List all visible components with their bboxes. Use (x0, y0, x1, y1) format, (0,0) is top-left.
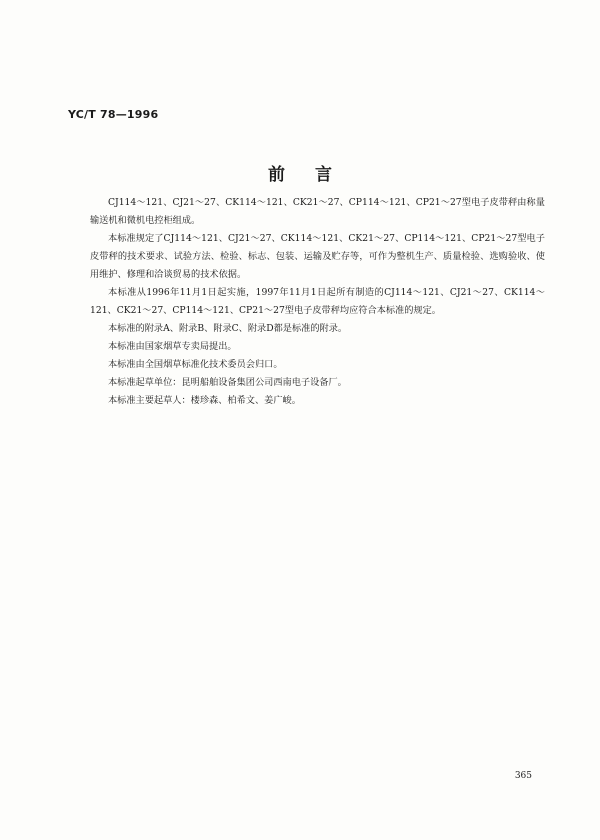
paragraph-drafting-unit: 本标准起草单位：昆明船舶设备集团公司西南电子设备厂。 (108, 377, 347, 388)
paragraph-appendices: 本标准的附录A、附录B、附录C、附录D都是标准的附录。 (108, 323, 348, 334)
paragraph-composition: CJ114～121、CJ21～27、CK114～121、CK21～27、CP114～121、CP21～27型电子皮带秤由称量输送机和微机电控柜组成。 (90, 197, 545, 226)
paragraph-scope: 本标准规定了CJ114～121、CJ21～27、CK114～121、CK21～27、CP114～121、CP21～27型电子皮带秤的技术要求、试验方法、检验、标志、包装、运输及贮存等，可作为整机生产、质量检验、选购验收、使用维护、修理和洽谈贸易的技术依据。 (90, 233, 545, 280)
paragraph-effective-date: 本标准从1996年11月1日起实施，1997年11月1日起所有制造的CJ114～121、CJ21～27、CK114～121、CK21～27、CP114～121、CP21～27型电子皮带秤均应符合本标准的规定。 (90, 287, 545, 316)
page-number: 365 (514, 771, 532, 781)
standard-code: YC/T 78—1996 (68, 108, 159, 121)
paragraph-drafters: 本标准主要起草人：楼珍森、柏希文、姜广峻。 (108, 395, 301, 406)
foreword-body (90, 194, 545, 410)
paragraph-administrator: 本标准由全国烟草标准化技术委员会归口。 (108, 359, 283, 370)
paragraph-proposer: 本标准由国家烟草专卖局提出。 (108, 341, 237, 352)
page-title: 前言 (268, 165, 362, 185)
